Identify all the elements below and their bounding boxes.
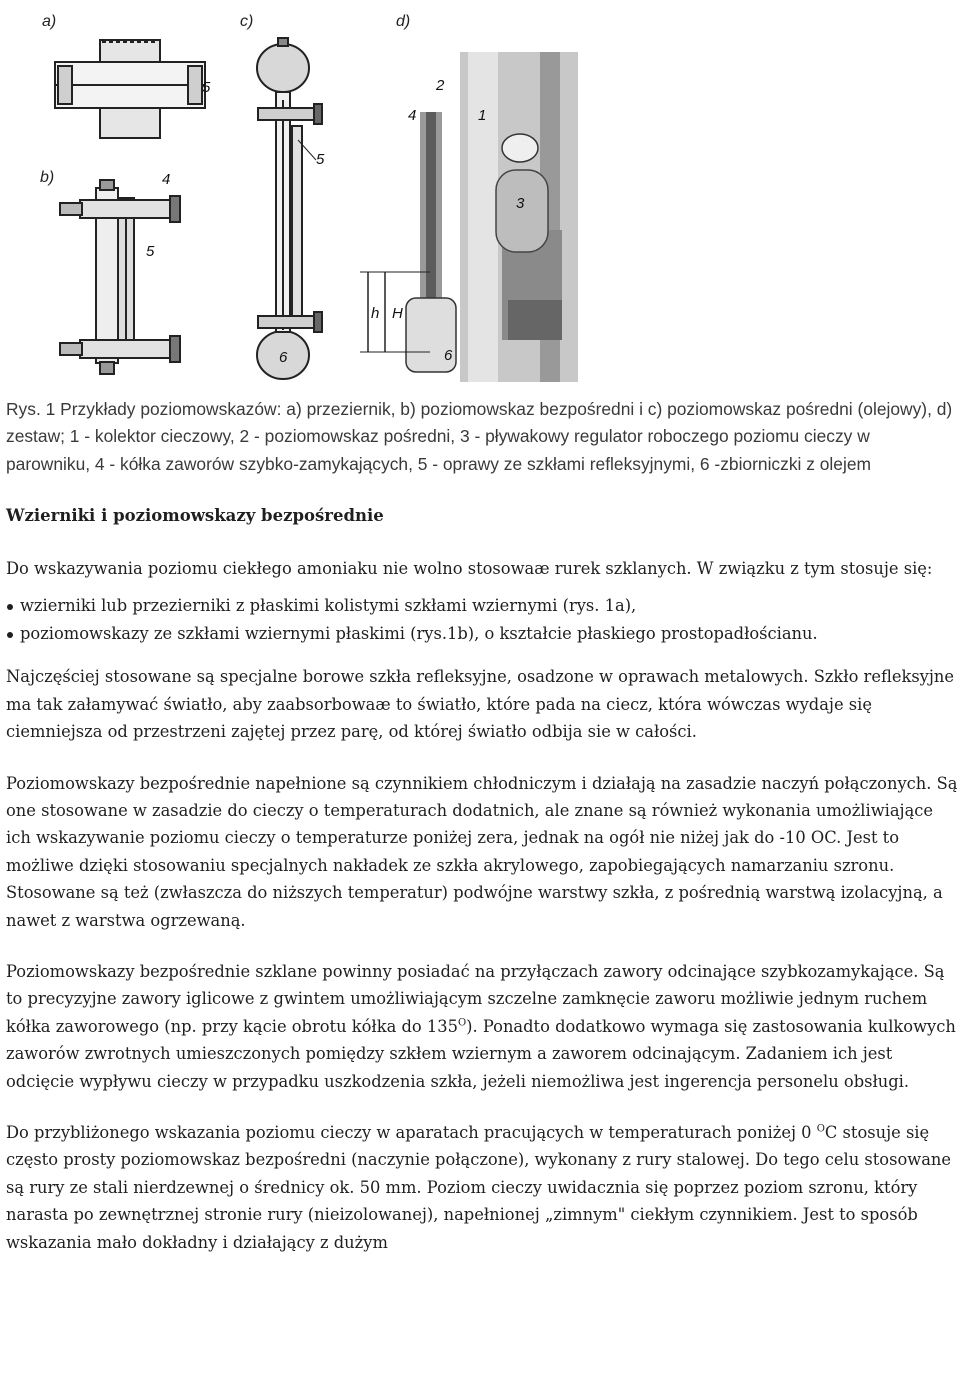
panel-label-b: b) — [40, 169, 55, 186]
label-6-d: 6 — [444, 347, 453, 364]
paragraph-direct-gauges: Poziomowskazy bezpośrednie napełnione są czynnikiem chłodniczym i działają na zasadzie naczyń połączonych. Są one stosowane w zasadzie do cieczy o temperaturach dodatnich, ale znane są również wykonania umożliwiające ich wskazywanie poziomu cieczy o temperaturze poniżej zera, jednak na ogół nie niżej jak do -10 OC. Jest to możliwe dzięki stosowaniu specjalnych nakładek ze szkła akrylowego, zapobiegających namarzaniu szronu. Stosowane są też (zwłaszcza do niższych temperatur) podwójne warstwy szkła, z pośrednią warstwą izolacyjną, a nawet z warstwa ogrzewaną. — [6, 773, 958, 930]
label-2-d: 2 — [436, 77, 445, 94]
panel-label-d: d) — [396, 13, 411, 30]
paragraph-reflective-glass: Najczęściej stosowane są specjalne borowe szkła refleksyjne, osadzone w oprawach metalowych. Szkło refleksyjne ma tak załamywać światło, aby zaabsorbowaæ to światło, które pada na ciecz, która wówczas wydaje się ciemniejsza od przestrzeni zajętej przez parę, od której światło odbija sie w całości. — [6, 667, 955, 742]
label-4-b: 4 — [162, 171, 171, 188]
label-5-b: 5 — [146, 243, 155, 260]
degree-superscript: O — [816, 1123, 825, 1135]
text-fragment: ). Ponadto dodatkowo wymaga się zastosowania kulkowych zaworów zwrotnych umieszczonych pomiędzy szkłem wziernym a zaworem odcinającym. Zadaniem ich jest odcięcie wypływu cieczy w przypadku uszkodzenia szkła, jeżeli niemożliwa jest ingerencja personelu obsługi. — [6, 1016, 956, 1091]
bullet-list — [6, 592, 958, 647]
article-body — [6, 396, 958, 1280]
panel-label-a: a) — [42, 13, 57, 30]
section-heading: Wzierniki i poziomowskazy bezpośrednie — [6, 505, 384, 525]
label-3-d: 3 — [516, 195, 525, 212]
text-fragment: Do przybliżonego wskazania poziomu cieczy w aparatach pracujących w temperaturach poniżej 0 — [6, 1122, 817, 1142]
text-fragment: Poziomowskazy bezpośrednie szklane powinny posiadać na przyłączach zawory odcinające szybkozamykające. Są to precyzyjne zawory iglicowe z gwintem umożliwiającym szczelne zamknęcie zaworu możliwie jednym ruchem kółka zaworowego (np. przy kącie obrotu kółka do 135 — [6, 961, 945, 1036]
label-1-d: 1 — [478, 107, 487, 124]
label-5-c: 5 — [316, 151, 325, 168]
paragraph-frost-indicator — [6, 1119, 958, 1256]
label-h: h — [371, 305, 380, 322]
label-6-c: 6 — [279, 349, 288, 366]
indirect-level-gauge-drawing — [257, 38, 322, 379]
paragraph-shutoff-valves — [6, 958, 958, 1095]
degree-superscript: O — [457, 1017, 467, 1029]
figure-illustration — [0, 0, 960, 392]
direct-level-gauge-drawing — [60, 180, 180, 374]
figure-caption: Rys. 1 Przykłady poziomowskazów: a) przeziernik, b) poziomowskaz bezpośredni i c) poziomowskaz pośredni (olejowy), d) zestaw; 1 - kolektor cieczowy, 2 - poziomowskaz pośredni, 3 - pływakowy regulator roboczego poziomu cieczy w parowniku, 4 - kółka zaworów szybko-zamykających, 5 - oprawy ze szkłami refleksyjnymi, 6 -zbiorniczki z olejem — [6, 399, 953, 474]
text-fragment: C stosuje się często prosty poziomowskaz bezpośredni (naczynie połączone), wykonany z rury stalowej. Do tego celu stosowane są rury ze stali nierdzewnej o średnicy ok. 50 mm. Poziom cieczy uwidacznia się poprzez poziom szronu, który narasta po zewnętrznej stronie rury (nieizolowanej), napełnionej „zimnym" ciekłym czynnikiem. Jest to sposób wskazania mało dokładny i działający z dużym — [6, 1122, 952, 1252]
label-H: H — [392, 305, 403, 322]
list-item: poziomowskazy ze szkłami wziernymi płaskimi (rys.1b), o kształcie płaskiego prostopadłościanu. — [20, 620, 958, 648]
list-item: wzierniki lub przezierniki z płaskimi kolistymi szkłami wziernymi (rys. 1a), — [20, 592, 958, 620]
sight-glass-drawing — [55, 40, 205, 138]
panel-label-c: c) — [240, 13, 254, 30]
assembly-photo-drawing — [360, 52, 578, 382]
label-5-a: 5 — [202, 79, 211, 96]
label-4-d: 4 — [408, 107, 417, 124]
intro-paragraph: Do wskazywania poziomu ciekłego amoniaku nie wolno stosowaæ rurek szklanych. W związku z tym stosuje się: — [6, 558, 933, 578]
